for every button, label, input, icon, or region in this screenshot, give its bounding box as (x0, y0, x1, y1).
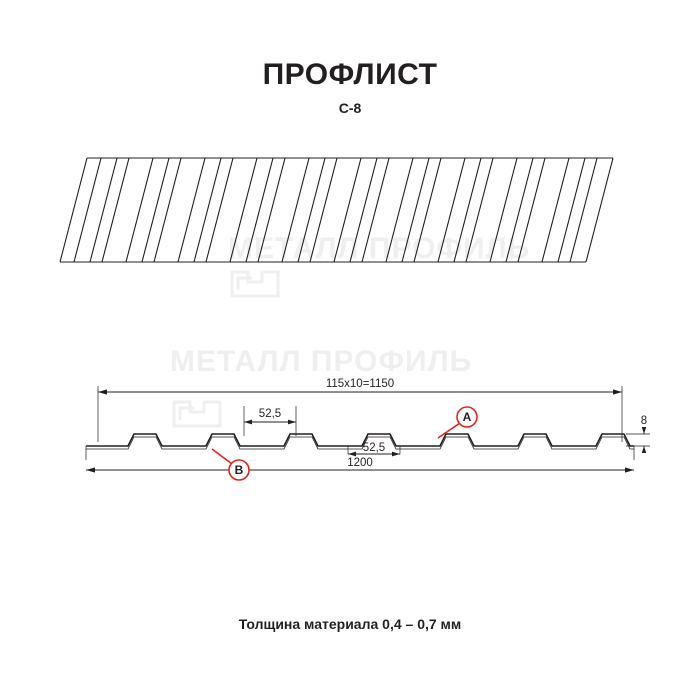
material-thickness-note: Толщина материала 0,4 – 0,7 мм (238, 616, 462, 632)
callout-a-label: A (462, 410, 472, 424)
callout-b-label: B (234, 463, 244, 477)
dimension-overall-bottom: 1200 (347, 457, 373, 469)
callout-b (212, 449, 249, 480)
dimension-overall-top: 115x10=1150 (325, 378, 395, 390)
cross-section-view (60, 350, 660, 500)
product-code: С-8 (338, 100, 362, 116)
page-title: ПРОФЛИСТ (262, 58, 438, 91)
dimension-height: 8 (640, 415, 648, 427)
watermark-text-bottom: МЕТАЛЛ ПРОФИЛЬ (170, 345, 473, 378)
dimension-pitch-top: 52,5 (258, 408, 282, 420)
dimension-pitch-bottom: 52,5 (362, 442, 386, 454)
isometric-sheet-view (60, 140, 640, 310)
watermark-text-top: МЕТАЛЛ ПРОФИЛЬ (228, 232, 531, 265)
